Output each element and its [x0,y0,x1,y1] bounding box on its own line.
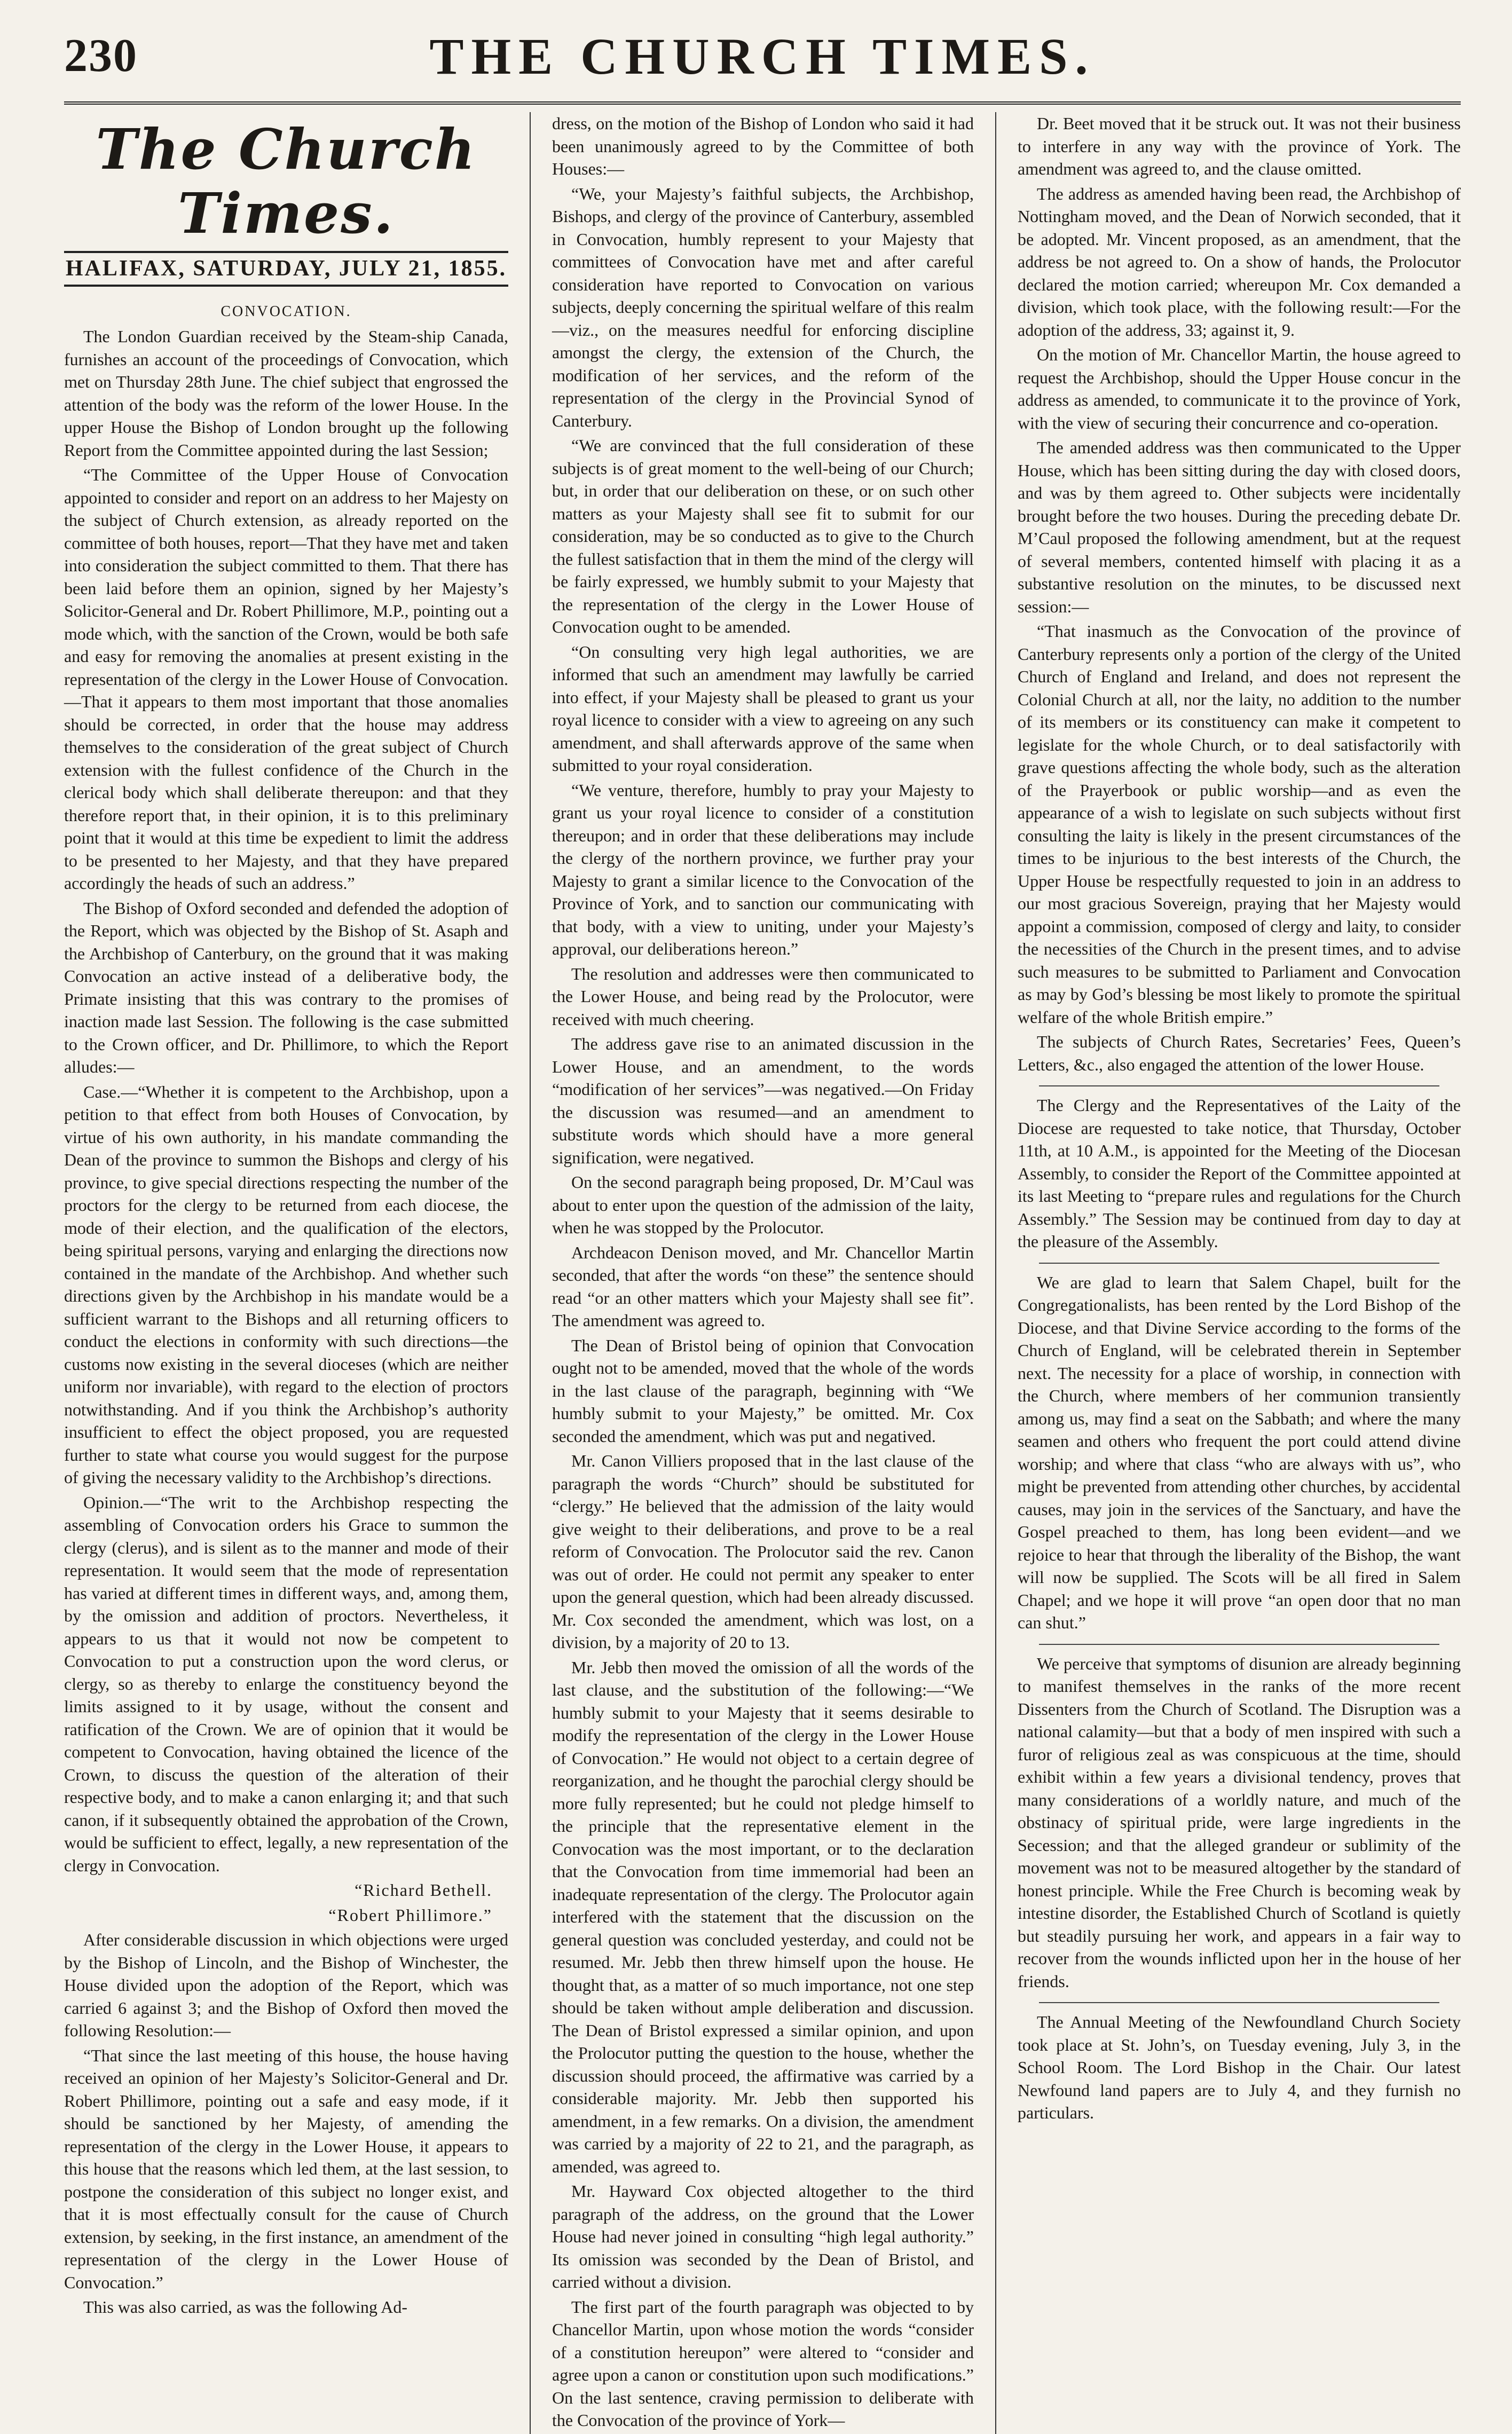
paragraph: “We, your Majesty’s faithful subjects, the Archbishop, Bishops, and clergy of the province of Canterbury, assembled in Convocation, humbly represent to your Majesty that committees of Convocation have met and after careful consideration have reported to Convocation on various subjects, deeply concerning the spiritual welfare of this realm—viz., on the measures needful for enforcing discipline amongst the clergy, the extension of the Church, the modification of her services, and the reform of the representation of the clergy in the Provincial Synod of Canterbury. [552,184,974,430]
paragraph: Case.—“Whether it is competent to the Archbishop, upon a petition to that effect from both Houses of Convocation, by virtue of his own authority, in his mandate commanding the Dean of the province to summon the Bishops and clergy of his province, to give special directions respecting the number of the proctors for the clergy to be returned from each diocese, the mode of their election, and the qualification of the electors, being spiritual persons, varying and enlarging the directions now contained in the mandate of the Archbishop. And whether such directions given by the Archbishop in his mandate would be a sufficient warrant to the Bishops and all returning officers to conduct the elections in conformity with such directions—the customs now existing in the several dioceses (which are neither uniform nor invariable), with regard to the election of proctors notwithstanding. And if you think the Archbishop’s authority insufficient to effect the object proposed, you are requested further to state what course you would suggest for the purpose of giving the necessary validity to the Archbishop’s directions. [64,1082,508,1487]
notice-disunion: We perceive that symptoms of disunion are already beginning to manifest themselves in the ranks of the more recent Dissenters from the Church of Scotland. The Disruption was a national calamity—but that a body of men inspired with such a furor of religious zeal as was conspicuous at the time, should exhibit within a few years a divisional tendency, proves that many considerations of a worldly nature, and much of the obstinacy of spiritual pride, were large ingredients in the Secession; and that the alleged grandeur or sublimity of the movement was not to be measured altogether by the standard of honest principle. While the Free Church is becoming weak by intestine disorder, the Established Church of Scotland is quietly but steadily pursuing her work, and appears in a fair way to recover from the wounds inflicted upon her in the house of her friends. [1018,1653,1461,1991]
column-1 [64,112,530,2434]
paragraph: The London Guardian received by the Steam-ship Canada, furnishes an account of the proceedings of Convocation, which met on Thursday 28th June. The chief subject that engrossed the attention of the body was the reform of the lower House. In the upper House the Bishop of London brought up the following Report from the Committee appointed during the last Session; [64,327,508,460]
paragraph: “The Committee of the Upper House of Convocation appointed to consider and report on an address to her Majesty on the subject of Church extension, as already reported on the committee of both houses, report—That they have met and taken into consideration the subject committed to them. That there has been laid before them an opinion, signed by her Majesty’s Solicitor-General and Dr. Robert Phillimore, M.P., pointing out a mode which, with the sanction of the Crown, would be both safe and easy for removing the anomalies at present existing in the representation of the clergy in the Lower House of Convocation.—That it appears to them most important that those anomalies should be corrected, in order that the house may address themselves to the consideration of the great subject of Church extension with the fullest confidence of the Church in the clerical body which shall deliberate thereupon: and that they therefore report that, in their opinion, it is to this preliminary point that it would at this time be expedient to limit the address to be presented to her Majesty, and that they have prepared accordingly the heads of such an address.” [64,465,508,893]
paragraph: The Bishop of Oxford seconded and defended the adoption of the Report, which was objected by the Bishop of St. Asaph and the Archbishop of Canterbury, on the ground that it was making Convocation an active instead of a deliberative body, the Primate insisting that this was contrary to the promises of inaction made last Session. The following is the case submitted to the Crown officer, and Dr. Phillimore, to which the Report alludes:— [64,898,508,1076]
notice-salem-chapel: We are glad to learn that Salem Chapel, built for the Congregationalists, has been rented by the Lord Bishop of the Diocese, and that Divine Service according to the forms of the Church of England, will be celebrated therein in September next. The necessity for a place of worship, in connection with the Church, where members of her communion transiently among us, may find a seat on the Sabbath; and where the many seamen and others who frequent the port could attend divine worship; and where that class “who are always with us”, who might be prevented from attending other churches, by accidental causes, may join in the services of the Sanctuary, and have the Gospel preached to them, has long been evident—and we rejoice to hear that through the liberality of the Bishop, the want will now be supplied. The Scots will be all fired in Salem Chapel; and we hope it will prove “an open door that no man can shut.” [1018,1272,1461,1632]
paragraph: dress, on the motion of the Bishop of London who said it had been unanimously agreed to by the Committee of both Houses:— [552,114,974,178]
paragraph: “That since the last meeting of this house, the house having received an opinion of her Majesty’s Solicitor-General and Dr. Robert Phillimore, pointing out a safe and easy mode, if it should be sanctioned by her Majesty, of amending the representation of the clergy in the Lower House, it appears to this house that the reasons which led them, at the last session, to postpone the consideration of this subject no longer exist, and that it is most effectually consult for the cause of Church extension, by seeking, in the first instance, an amendment of the representation of the clergy in the Lower House of Convocation.” [64,2045,508,2292]
divider [1039,2002,1439,2003]
page-header [64,21,1461,105]
notice-newfoundland: The Annual Meeting of the Newfoundland Church Society took place at St. John’s, on Tuesday evening, July 3, in the School Room. The Lord Bishop in the Chair. Our latest Newfound land papers are to July 4, and they furnish no particulars. [1018,2012,1461,2122]
signature: “Richard Bethell. [355,1880,492,1900]
paragraph: The resolution and addresses were then communicated to the Lower House, and being read by the Prolocutor, were received with much cheering. [552,964,974,1029]
paragraph: “On consulting very high legal authorities, we are informed that such an amendment may lawfully be carried into effect, if your Majesty shall be pleased to grant us your royal licence to consider with a view to agreeing on any such amendment, and shall afterwards approve of the same when submitted to your royal consideration. [552,642,974,775]
paragraph: The amended address was then communicated to the Upper House, which has been sitting during the day with closed doors, and was by them agreed to. Other subjects were incidentally brought before the two houses. During the preceding debate Dr. M’Caul proposed the following amendment, but at the request of several members, contented himself with placing it as a substantive resolution on the minutes, to be discussed next session:— [1018,438,1461,616]
column-3 [995,112,1461,2434]
paragraph: Mr. Canon Villiers proposed that in the last clause of the paragraph the words “Church” should be substituted for “clergy.” He believed that the admission of the laity would give weight to their deliberations, and prove to be a real reform of Convocation. The Prolocutor said the rev. Canon was out of order. He could not permit any speaker to enter upon the general question, which had been already discussed. Mr. Cox seconded the amendment, which was lost, on a division, by a majority of 20 to 13. [552,1451,974,1652]
paragraph: “We venture, therefore, humbly to pray your Majesty to grant us your royal licence to consider of a constitution thereupon; and in order that these deliberations may include the clergy of the northern province, we further pray your Majesty to grant a similar licence to the Convocation of the Province of York, and to sanction our communicating with that body, with a view to uniting, under your Majesty’s approval, our deliberations hereon.” [552,780,974,958]
notice-diocesan-assembly: The Clergy and the Representatives of the Laity of the Diocese are requested to take notice, that Thursday, October 11th, at 10 A.M., is appointed for the Meeting of the Diocesan Assembly, to consider the Report of the Committee appointed at its last Meeting to “prepare rules and regulations for the Church Assembly.” The Session may be continued from day to day at the pleasure of the Assembly. [1018,1096,1461,1251]
paragraph: On the motion of Mr. Chancellor Martin, the house agreed to request the Archbishop, should the Upper House concur in the address as amended, to communicate it to the province of York, with the view of securing their concurrence and co-operation. [1018,345,1461,432]
paragraph: The address as amended having been read, the Archbishop of Nottingham moved, and the Dean of Norwich seconded, that it be adopted. Mr. Vincent proposed, as an amendment, that the address be not agreed to. On a show of hands, the Prolocutor declared the motion carried; whereupon Mr. Cox demanded a division, which took place, with the following result:—For the adoption of the address, 33; against it, 9. [1018,184,1461,340]
article-columns [64,112,1461,2430]
paragraph: On the second paragraph being proposed, Dr. M’Caul was about to enter upon the question of the admission of the laity, when he was stopped by the Prolocutor. [552,1172,974,1237]
paragraph: Mr. Jebb then moved the omission of all the words of the last clause, and the substitution of the following:—“We humbly submit to your Majesty that it seems desirable to modify the representation of the clergy in the Lower House of Convocation.” He would not object to a certain degree of reorganization, and he thought the parochial clergy should be more fully represented; but he could not pledge himself to the principle that the representative element in the Convocation was the most important, or to the declaration that the Convocation from time immemorial had been an inadequate representation of the clergy. The Prolocutor again interfered with the statement that the discussion on the general question was concluded yesterday, and could not be resumed. Mr. Jebb then threw himself upon the house. He thought that, as a matter of so much importance, not one step should be taken without ample deliberation and discussion. The Dean of Bristol expressed a similar opinion, and upon the Prolocutor putting the question to the house, whether the discussion should proceed, the affirmative was carried by a considerable majority. Mr. Jebb then supported his amendment, in a few remarks. On a division, the amendment was carried by a majority of 22 to 21, and the paragraph, as amended, was agreed to. [552,1657,974,2176]
paragraph: The first part of the fourth paragraph was objected to by Chancellor Martin, upon whose motion the words “consider of a constitution hereupon” were altered to “consider and agree upon a canon or constitution upon such modifications.” On the last sentence, craving permission to deliberate with the Convocation of the province of York— [552,2297,974,2430]
paragraph: Mr. Hayward Cox objected altogether to the third paragraph of the address, on the ground that the Lower House had never joined in consulting “high legal authority.” Its omission was seconded by the Dean of Bristol, and carried without a division. [552,2181,974,2291]
paragraph: The address gave rise to an animated discussion in the Lower House, and an amendment, to the words “modification of her services”—was negatived.—On Friday the discussion was resumed—and an amendment to substitute words which should have a more general signification, were negatived. [552,1034,974,1167]
divider [1039,1644,1439,1645]
paragraph: Opinion.—“The writ to the Archbishop respecting the assembling of Convocation orders his Grace to summon the clergy (clerus), and is silent as to the manner and mode of their representation. It would seem that the mode of representation has varied at different times in different ways, and, among them, by the omission and addition of proctors. Nevertheless, it appears to us that it would not now be competent to Convocation to put a construction upon the word clerus, or clergy, so as thereby to enlarge the constituency beyond the limits assigned to it by usage, without the consent and ratification of the Crown. We are of opinion that it would be competent to Convocation, having obtained the licence of the Crown, to discuss the question of the alteration of their respective body, and to make a canon enlarging it; and that such canon, if it subsequently obtained the approbation of the Crown, would be sufficient to effect, legally, a new representation of the clergy in Convocation. [64,1492,508,1875]
paragraph: This was also carried, as was the following Ad- [83,2297,407,2317]
paragraph: After considerable discussion in which objections were urged by the Bishop of Lincoln, and the Bishop of Winchester, the House divided upon the adoption of the Report, which was carried 6 against 3; and the Bishop of Oxford then moved the following Resolution:— [64,1930,508,2040]
paragraph: The Dean of Bristol being of opinion that Convocation ought not to be amended, moved that the whole of the words in the last clause of the paragraph, beginning with “We humbly submit to your Majesty,” be omitted. Mr. Cox seconded the amendment, which was put and negatived. [552,1335,974,1446]
paragraph: Dr. Beet moved that it be struck out. It was not their business to interfere in any way with the province of York. The amendment was agreed to, and the clause omitted. [1018,114,1461,178]
paragraph: “That inasmuch as the Convocation of the province of Canterbury represents only a portion of the clergy of the United Church of England and Ireland, and does not represent the Colonial Church at all, nor the laity, no addition to the number of its members or its constituency can make it competent to legislate for the whole Church, or to deal satisfactorily with grave questions affecting the whole body, such as the alteration of the Prayerbook or public worship—and as even the appearance of a wish to legislate on such subjects without first consulting the laity is likely in the present circumstances of the times to be injurious to the best interests of the Church, the Upper House be respectfully requested to join in an address to our most gracious Sovereign, praying that her Majesty would appoint a commission, composed of clergy and laity, to consider the necessities of the Church in the present times, and to advise such measures to be submitted to Parliament and Convocation as may by God’s blessing be most likely to promote the spiritual welfare of the whole British empire.” [1018,621,1461,1027]
divider [1039,1085,1439,1086]
column-2 [530,112,995,2434]
paper-title: The Church Times. [96,116,477,246]
section-heading: CONVOCATION. [220,303,352,320]
paragraph: “We are convinced that the full consideration of these subjects is of great moment to the well-being of our Church; but, in order that our deliberation on these, or on such other matters as your Majesty shall see fit to submit for our consideration, may be so conducted as to give to the Church the fullest satisfaction that in them the mind of the clergy will be fairly expressed, we humbly submit to your Majesty that the representation of the clergy in the Lower House of Convocation ought to be amended. [552,436,974,636]
dateline: HALIFAX, SATURDAY, JULY 21, 1855. [64,251,508,287]
signature: “Robert Phillimore.” [328,1905,492,1925]
running-title: THE CHURCH TIMES. [429,28,1096,85]
paragraph: The subjects of Church Rates, Secretaries’ Fees, Queen’s Letters, &c., also engaged the attention of the lower House. [1018,1032,1461,1074]
divider [1039,1263,1439,1264]
page-number: 230 [64,30,138,82]
paragraph: Archdeacon Denison moved, and Mr. Chancellor Martin seconded, that after the words “on these” the sentence should read “or an other matters which your Majesty shall see fit”. The amendment was agreed to. [552,1242,974,1330]
